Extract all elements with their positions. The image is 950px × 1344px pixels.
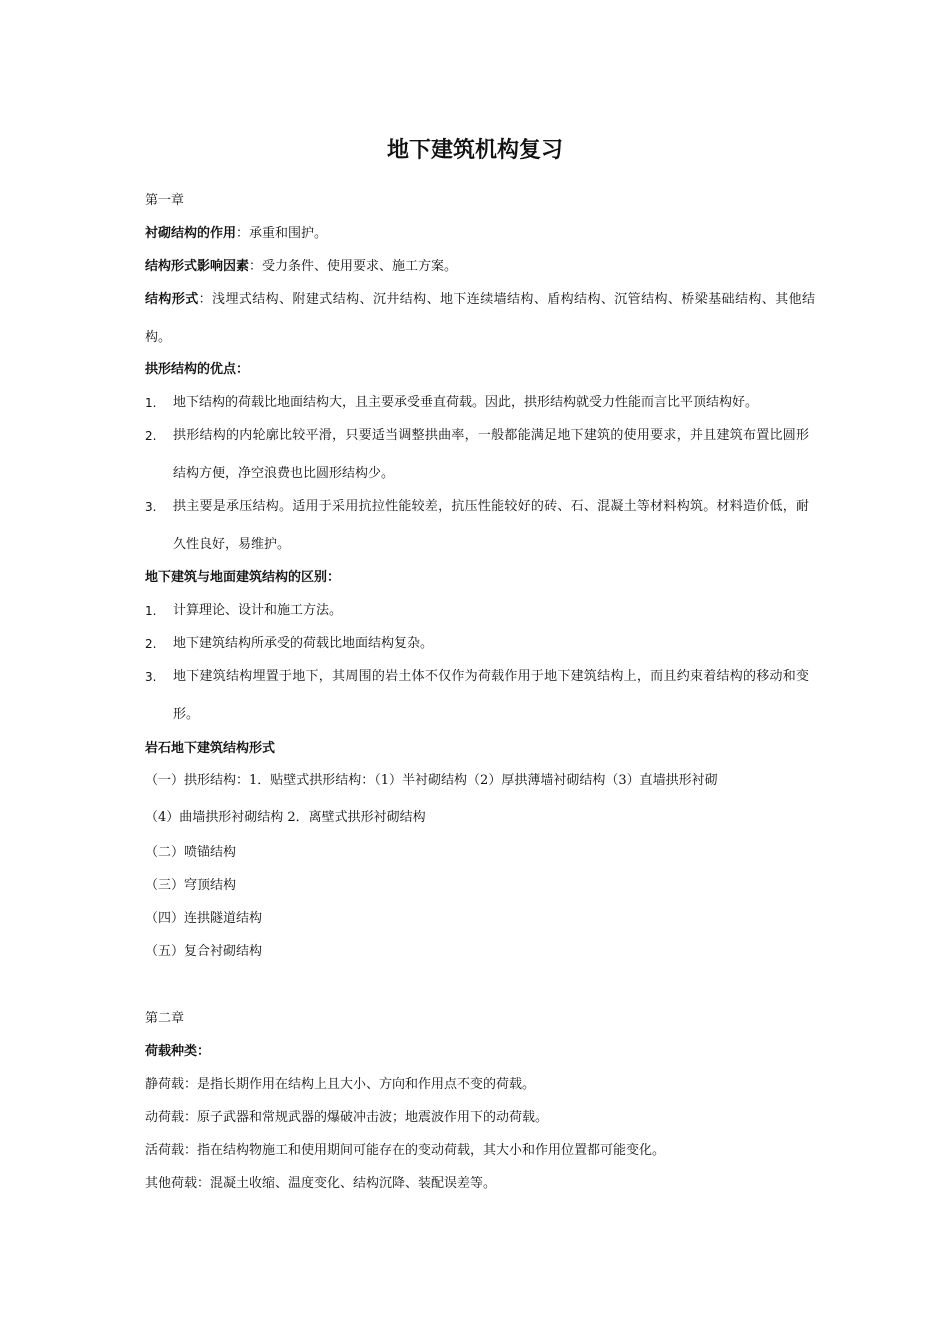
list-item-text: 地下结构的荷载比地面结构大，且主要承受垂直荷载。因此，拱形结构就受力性能而言比平顶结构好。 bbox=[173, 395, 759, 410]
lining-function-text: ：承重和围护。 bbox=[236, 226, 328, 241]
list-item-number: 1. bbox=[145, 604, 157, 618]
form-factors-label: 结构形式影响因素 bbox=[145, 259, 250, 274]
structure-forms-paragraph bbox=[145, 281, 815, 357]
structure-forms-text: ：浅埋式结构、附建式结构、沉井结构、地下连续墙结构、盾构结构、沉管结构、桥梁基础结构、其他结构。 bbox=[145, 292, 815, 345]
list-item-number: 1. bbox=[145, 396, 157, 410]
list-item bbox=[145, 488, 809, 564]
list-item-text: 拱形结构的内轮廓比较平滑，只要适当调整拱曲率，一般都能满足地下建筑的使用要求，并且建筑布置比圆形结构方便，净空浪费也比圆形结构少。 bbox=[173, 428, 809, 481]
list-item-number: 2. bbox=[145, 637, 157, 651]
list-item bbox=[145, 658, 809, 734]
arch-advantages-heading: 拱形结构的优点： bbox=[145, 362, 250, 377]
rock-structure-line: （一）拱形结构：1．贴壁式拱形结构：（1）半衬砌结构（2）厚拱薄墙衬砌结构（3）直墙拱形衬砌 bbox=[145, 773, 718, 788]
chapter-2-heading: 第二章 bbox=[145, 1011, 185, 1026]
rock-structure-line: （四）连拱隧道结构 bbox=[145, 911, 263, 926]
list-item-text: 计算理论、设计和施工方法。 bbox=[173, 603, 343, 618]
lining-function-label: 衬砌结构的作用 bbox=[145, 226, 237, 241]
list-item-number: 2. bbox=[145, 429, 157, 443]
list-item-text: 拱主要是承压结构。适用于采用抗拉性能较差，抗压性能较好的砖、石、混凝土等材料构筑。材料造价低，耐久性良好，易维护。 bbox=[173, 499, 809, 552]
rock-structure-line: （二）喷锚结构 bbox=[145, 845, 237, 860]
page-title: 地下建筑机构复习 bbox=[386, 138, 563, 163]
dynamic-load-line: 动荷载：原子武器和常规武器的爆破冲击波；地震波作用下的动荷载。 bbox=[145, 1110, 549, 1125]
difference-heading: 地下建筑与地面建筑结构的区别： bbox=[145, 570, 341, 585]
live-load-line: 活荷载：指在结构物施工和使用期间可能存在的变动荷载，其大小和作用位置都可能变化。 bbox=[145, 1143, 666, 1158]
form-factors-paragraph bbox=[145, 257, 457, 277]
rock-structure-line: （五）复合衬砌结构 bbox=[145, 944, 263, 959]
rock-structure-line: （三）穹顶结构 bbox=[145, 878, 237, 893]
static-load-line: 静荷载：是指长期作用在结构上且大小、方向和作用点不变的荷载。 bbox=[145, 1077, 536, 1092]
load-types-heading: 荷载种类： bbox=[145, 1044, 211, 1059]
lining-function-paragraph bbox=[145, 224, 327, 244]
list-item-number: 3. bbox=[145, 670, 157, 684]
list-item-text: 地下建筑结构所承受的荷载比地面结构复杂。 bbox=[173, 636, 434, 651]
rock-structure-line: （4）曲墙拱形衬砌结构 2．离壁式拱形衬砌结构 bbox=[145, 810, 426, 825]
list-item-text: 地下建筑结构埋置于地下，其周围的岩土体不仅作为荷载作用于地下建筑结构上，而且约束着结构的移动和变形。 bbox=[173, 669, 809, 722]
other-load-line: 其他荷载：混凝土收缩、温度变化、结构沉降、装配误差等。 bbox=[145, 1176, 497, 1191]
rock-structure-heading: 岩石地下建筑结构形式 bbox=[145, 741, 276, 756]
form-factors-text: ：受力条件、使用要求、施工方案。 bbox=[249, 259, 458, 274]
structure-forms-label: 结构形式 bbox=[145, 292, 199, 307]
list-item-number: 3. bbox=[145, 500, 157, 514]
list-item bbox=[145, 417, 809, 493]
chapter-1-heading: 第一章 bbox=[145, 193, 185, 208]
